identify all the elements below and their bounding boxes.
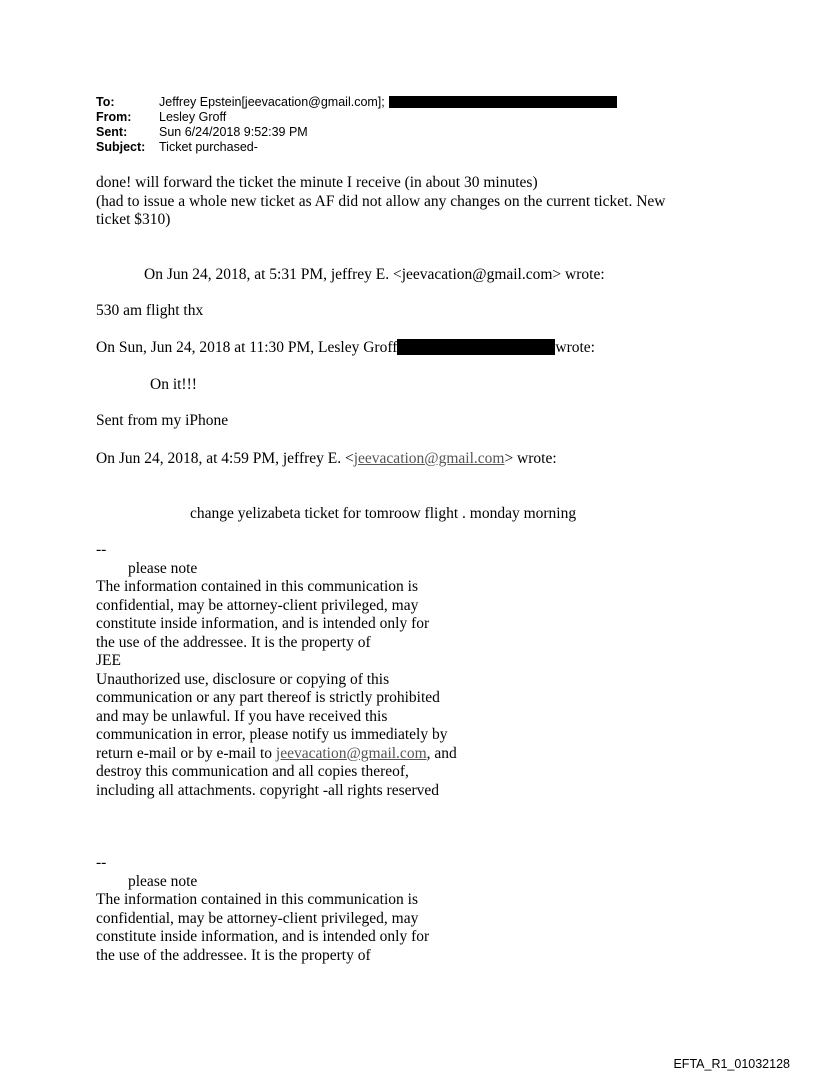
email-link[interactable]: jeevacation@gmail.com <box>353 450 505 467</box>
quote-reply: 530 am flight thx <box>96 302 204 319</box>
disclaimer-line: communication in error, please notify us immediately by <box>96 726 448 743</box>
redaction-box <box>389 96 617 108</box>
from-label: From: <box>96 110 132 124</box>
disclaimer-text-part: return e-mail or by e-mail to <box>96 744 276 762</box>
quote-intro: On Jun 24, 2018, at 5:31 PM, jeffrey E. <jeevacation@gmail.com> wrote: <box>144 266 605 283</box>
mobile-signature: Sent from my iPhone <box>96 412 229 429</box>
body-line: ticket $310) <box>96 211 171 228</box>
body-line: done! will forward the ticket the minute I receive (in about 30 minutes) <box>96 174 538 191</box>
disclaimer-line: confidential, may be attorney-client privileged, may <box>96 596 419 614</box>
redaction-box <box>397 339 555 355</box>
disclaimer-line: The information contained in this communication is <box>96 578 418 595</box>
email-body <box>96 174 665 230</box>
document-id: EFTA_R1_01032128 <box>673 1057 790 1071</box>
sent-label: Sent: <box>96 125 128 139</box>
quote-intro-text: wrote: <box>555 339 595 356</box>
quote-reply: On it!!! <box>150 376 197 393</box>
disclaimer-line: Unauthorized use, disclosure or copying of this <box>96 670 390 688</box>
disclaimer-line: the use of the addressee. It is the property of <box>96 633 371 651</box>
disclaimer-line: and may be unlawful. If you have received this <box>96 707 388 725</box>
to-recipient: Jeffrey Epstein[jeevacation@gmail.com]; <box>159 95 385 109</box>
disclaimer-text <box>96 578 457 800</box>
to-value <box>159 95 617 110</box>
quote-intro <box>96 450 557 469</box>
disclaimer-line <box>96 745 457 764</box>
signature-dashes: -- <box>96 854 107 871</box>
disclaimer-note: please note <box>128 560 198 577</box>
body-line: (had to issue a whole new ticket as AF did not allow any changes on the current ticket. New <box>96 192 666 210</box>
signature-dashes: -- <box>96 541 107 558</box>
subject-value: Ticket purchased- <box>159 140 258 154</box>
disclaimer-line: the use of the addressee. It is the property of <box>96 946 371 964</box>
disclaimer-line: communication or any part thereof is strictly prohibited <box>96 689 440 706</box>
disclaimer-line: constitute inside information, and is intended only for <box>96 928 430 945</box>
disclaimer-text-part: , and <box>426 744 457 762</box>
quote-intro <box>96 339 595 358</box>
disclaimer-line: JEE <box>96 652 121 669</box>
quote-intro-text: On Sun, Jun 24, 2018 at 11:30 PM, Lesley Groff <box>96 339 398 356</box>
quote-intro-text: On Jun 24, 2018, at 4:59 PM, jeffrey E. < <box>96 450 354 467</box>
quote-message: change yelizabeta ticket for tomroow flight . monday morning <box>190 505 577 522</box>
disclaimer-note: please note <box>128 873 198 890</box>
quote-intro-text: > wrote: <box>504 450 557 467</box>
subject-label: Subject: <box>96 140 146 154</box>
disclaimer-line: including all attachments. copyright -all rights reserved <box>96 781 440 799</box>
disclaimer-line: constitute inside information, and is intended only for <box>96 615 430 632</box>
disclaimer-text <box>96 891 429 965</box>
from-value: Lesley Groff <box>159 110 227 124</box>
email-link[interactable]: jeevacation@gmail.com <box>275 744 427 762</box>
disclaimer-line: confidential, may be attorney-client privileged, may <box>96 909 419 927</box>
to-label: To: <box>96 95 115 109</box>
disclaimer-line: destroy this communication and all copies thereof, <box>96 763 409 780</box>
disclaimer-line: The information contained in this communication is <box>96 891 418 908</box>
sent-value: Sun 6/24/2018 9:52:39 PM <box>159 125 308 139</box>
